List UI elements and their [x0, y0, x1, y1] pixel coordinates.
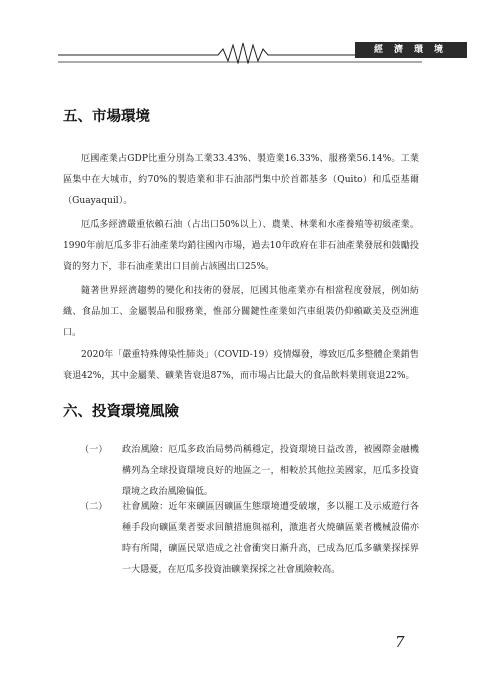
list-item	[80, 497, 420, 581]
paragraph: 2020年「嚴重特殊傳染性肺炎」（COVID-19）疫情爆發，導致厄瓜多整體企業銷售衰退42%，其中金屬業、礦業皆衰退87%，而市場占比最大的食品飲料業則衰退22%。	[63, 350, 419, 381]
paragraph: 厄國產業占GDP比重分別為工業33.43%、製造業16.33%、服務業56.14%。工業區集中在大城市，約70%的製造業和非石油部門集中於首都基多（Quito）和瓜亞基爾（Guayaquil）。	[63, 154, 419, 206]
list-item	[80, 440, 420, 503]
section-heading-risk: 六、投資環境風險	[63, 403, 179, 420]
paragraph: 厄瓜多經濟嚴重依賴石油（占出口50%以上）、農業、林業和水產養殖等初級產業。1990年前厄瓜多非石油產業均銷往國內市場，過去10年政府在非石油產業發展和鼓勵投資的努力下，非石油產業出口目前占該國出口25%。	[63, 220, 419, 272]
list-item-marker: （二）	[80, 502, 108, 512]
list-item-text: 社會風險：近年來礦區因礦區生態環境遭受破壞，多以罷工及示威遊行各種手段向礦區業者要求回饋措施與福利，激進者火燒礦區業者機械設備亦時有所聞，礦區民眾造成之社會衝突日漸升高，已成為厄瓜多礦業探採界一大隱憂，在厄瓜多投資油礦業探採之社會風險較高。	[122, 502, 419, 575]
header-title: 經濟環境	[355, 42, 467, 58]
section-heading-market: 五、市場環境	[63, 108, 150, 125]
page-header	[58, 40, 454, 64]
page-number: 7	[395, 633, 405, 651]
list-item-marker: （一）	[80, 445, 108, 455]
paragraph: 隨著世界經濟趨勢的變化和技術的發展，厄國其他產業亦有相當程度發展，例如紡織、食品加工、金屬製品和服務業，惟部分關鍵性產業如汽車組裝仍仰賴歐美及亞洲進口。	[63, 286, 419, 338]
list-item-text: 政治風險：厄瓜多政治局勢尚稱穩定，投資環境日益改善，被國際金融機構列為全球投資環境良好的地區之一，相較於其他拉美國家，厄瓜多投資環境之政治風險偏低。	[122, 445, 419, 497]
